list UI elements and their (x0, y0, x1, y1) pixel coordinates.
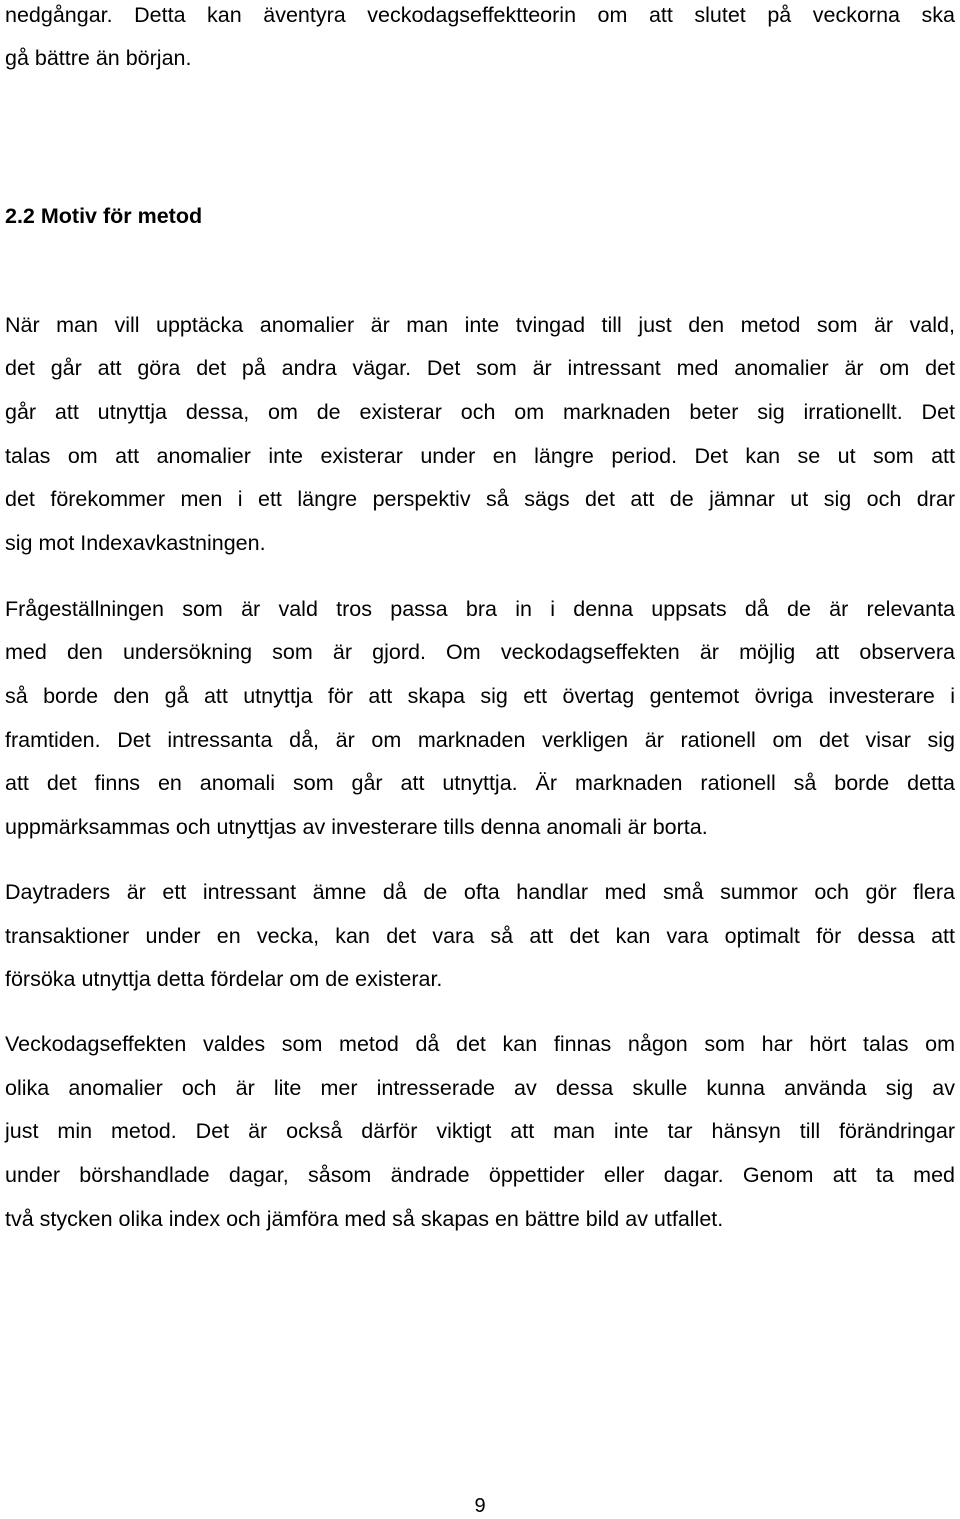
paragraph-4-line-4: under börshandlade dagar, såsom ändrade öppettider eller dagar. Genom att ta med (5, 1163, 955, 1187)
paragraph-2-line-2: med den undersökning som är gjord. Om veckodagseffekten är möjlig att observera (5, 640, 955, 664)
paragraph-4-line-1: Veckodagseffekten valdes som metod då det kan finnas någon som har hört talas om (5, 1032, 955, 1056)
paragraph-3-line-3: försöka utnyttja detta fördelar om de existerar. (5, 967, 443, 991)
paragraph-1-line-2: det går att göra det på andra vägar. Det som är intressant med anomalier är om det (5, 356, 955, 380)
paragraph-1-line-1: När man vill upptäcka anomalier är man inte tvingad till just den metod som är vald, (5, 313, 955, 337)
paragraph-2-line-3: så borde den gå att utnyttja för att skapa sig ett övertag gentemot övriga investerare i (5, 684, 955, 708)
paragraph-2-line-1: Frågeställningen som är vald tros passa bra in i denna uppsats då de är relevanta (5, 597, 955, 621)
paragraph-1-line-4: talas om att anomalier inte existerar under en längre period. Det kan se ut som att (5, 444, 955, 468)
paragraph-3-line-1: Daytraders är ett intressant ämne då de ofta handlar med små summor och gör flera (5, 880, 955, 904)
paragraph-4-line-3: just min metod. Det är också därför viktigt att man inte tar hänsyn till förändringar (5, 1119, 955, 1143)
intro-line-2: gå bättre än början. (5, 46, 192, 70)
paragraph-2-line-4: framtiden. Det intressanta då, är om marknaden verkligen är rationell om det visar sig (5, 728, 955, 752)
paragraph-4-line-2: olika anomalier och är lite mer intresserade av dessa skulle kunna använda sig av (5, 1076, 955, 1100)
page-number: 9 (474, 1495, 486, 1517)
paragraph-1-line-3: går att utnyttja dessa, om de existerar och om marknaden beter sig irrationellt. Det (5, 400, 955, 424)
paragraph-1-line-5: det förekommer men i ett längre perspektiv så sägs det att de jämnar ut sig och drar (5, 487, 955, 511)
paragraph-4-line-5: två stycken olika index och jämföra med så skapas en bättre bild av utfallet. (5, 1207, 724, 1231)
paragraph-2-line-5: att det finns en anomali som går att utnyttja. Är marknaden rationell så borde detta (5, 771, 955, 795)
paragraph-1-line-6: sig mot Indexavkastningen. (5, 531, 266, 555)
intro-line-1: nedgångar. Detta kan äventyra veckodagseffektteorin om att slutet på veckorna ska (5, 3, 955, 27)
paragraph-3-line-2: transaktioner under en vecka, kan det vara så att det kan vara optimalt för dessa att (5, 924, 955, 948)
section-heading: 2.2 Motiv för metod (5, 204, 203, 228)
paragraph-2-line-6: uppmärksammas och utnyttjas av investerare tills denna anomali är borta. (5, 815, 708, 839)
